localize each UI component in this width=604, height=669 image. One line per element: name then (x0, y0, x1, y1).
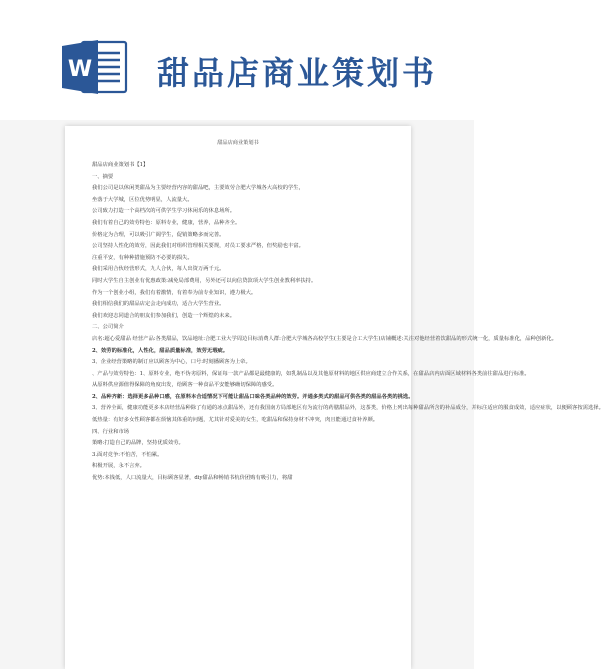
document-line: 我们公司是以休闲类甜品为主要经营内容的甜品吧，主要效劳合肥大学城各大高校的学生， (92, 185, 304, 192)
document-line: 注重平安，有种种措施预防不必要的损失。 (92, 254, 193, 261)
document-preview-area (0, 120, 604, 669)
document-line: 、产品与效劳特色：1、原料专业，绝不伪劣原料，保证每一款产品都是最健康的，如乳制品以及其他原材料的地区供应商建立合作关系，在甜品店内店面区域材料各类前往甜品进行标准。 (92, 370, 530, 377)
banner-title: 甜品店商业策划书 (157, 54, 438, 92)
document-page (65, 126, 604, 669)
document-body (80, 160, 604, 485)
document-line: 2、效劳的标准化，人性化，甜品质量标准，效劳无瑕疵。 (92, 347, 229, 354)
document-line: 坐落于大学城，区位优势明显，人流量大。 (92, 196, 193, 203)
document-line: 从原料供应源值得保障的角度出发，给顾客一种食品平安能够确切保障的感受。 (92, 382, 278, 389)
document-line: 3、营养全面，健康功能更多本店经营品种除了有通的冰点甜品外，还有我国南方局部地区有为流行的药膳甜品外，这茶类，价格上列出每种甜品所含的补品成分，并标注适应的服食成效，适应症状，以便顾客按需选择。 (92, 405, 604, 412)
document-line: 一、摘要 (92, 173, 114, 180)
document-line: 2、品种齐新：选择更多品种口感，在原料本合适情况下可能让甜品口味各类品种的效劳。并通多类式的甜品可供各类的甜品各类的挑选。 (92, 393, 414, 400)
document-line: 3、企业经营策略的制订应以顾客为中心，口号:时刻播顾客为上帝。 (92, 359, 251, 366)
document-line: 我们相信我们的甜品店定会走向成功，适合大学生营业。 (92, 301, 225, 308)
document-line: 同时大学生自主创业有优惠政策:减免局部费用，另外还可以向信贷款项大学生创业教利率扶持。 (92, 277, 317, 284)
document-line: 优势:本钱低，人口流量大，目标顾客显著，diy甜品和畅销书杭价团购有吸引力，将甜 (92, 475, 293, 482)
document-line: 二、公司简介 (92, 324, 124, 331)
document-line: 我们有着自己的效劳特色：原料专业，健康，营养，品种齐全。 (92, 219, 241, 226)
document-line: 我们欢迎志同道合的朋友们参加我们，创造一个辉煌的未来。 (92, 312, 236, 319)
document-title: 甜品店商业策划书 (217, 140, 259, 146)
document-line: 3.面对竞争:不怕苦，不怕累。 (92, 451, 163, 458)
document-line: 店名:超心爱甜品 经营产品:各类甜品，饮品地址:合肥工业大学周边目标消费人群:合肥大学城各高校学生(主要是合工大学生)店铺概述:关注对他经营着饮甜品的形式统一化，质量标准化，品种创新化。 (92, 335, 557, 342)
header-banner (0, 0, 474, 120)
document-line: 我们采用合伙经营形式，九人合伙，每人出资万两千元。 (92, 266, 225, 273)
document-line: 公司坚持人性化的效劳，因此我们对组织管理相关要规，对员工要求严格，但奖励也丰富。 (92, 243, 304, 250)
document-line: 低热量：有好多女性顾客都在烦恼其体重的问题，尤其针对爱美的女生，吃甜品和保持身材不冲突，肉且能通过食补养颜。 (92, 417, 379, 424)
word-logo-letter: W (67, 57, 93, 82)
document-line: 公司致力打造一个高档次的可供学生学习休闲乐的休息场所。 (92, 208, 236, 215)
document-line: 甜品店商业策划书【1】 (92, 162, 149, 168)
word-document-icon (60, 38, 130, 96)
document-line: 策略:打造自己的品牌，坚持优质效劳。 (92, 440, 184, 447)
document-line: 积极开展，永不言弃。 (92, 463, 145, 470)
document-content (80, 140, 604, 485)
document-line: 四、行业和市场 (92, 428, 130, 435)
document-line: 价格定为合理，可以吸引广阔学生，促销策略多而完善。 (92, 231, 225, 238)
document-line: 作为一个创业小组，我们有着激情，有着奉为前专业知识，遵力极大。 (92, 289, 257, 296)
